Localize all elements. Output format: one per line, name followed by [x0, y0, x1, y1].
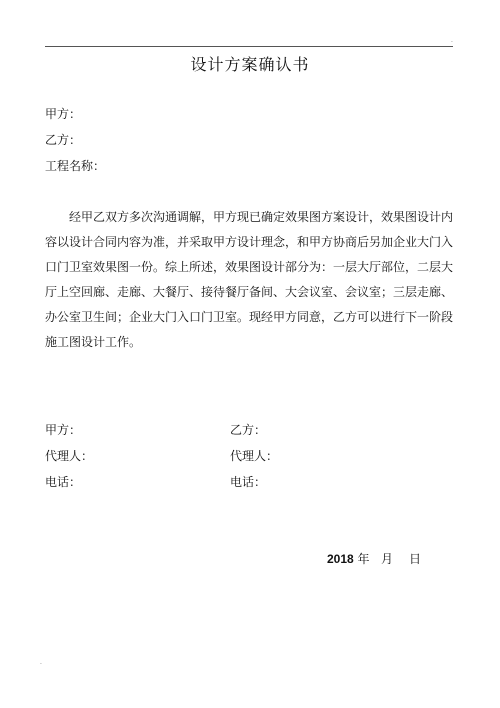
signature-phone-a: 电话： — [45, 475, 82, 489]
body-line: 施工图设计工作。 — [45, 335, 142, 349]
date-year-unit: 年 — [357, 552, 370, 566]
body-line: 口门卫室效果图一份。综上所述，效果图设计部分为：一层大厅部位，二层大 — [45, 260, 454, 274]
document-title: 设计方案确认书 — [190, 55, 310, 74]
signature-party-b: 乙方： — [230, 423, 267, 437]
signature-party-a: 甲方： — [45, 423, 82, 437]
project-name-label: 工程名称： — [45, 159, 106, 173]
body-line: 办公室卫生间；企业大门入口门卫室。现经甲方同意，乙方可以进行下一阶段 — [45, 310, 454, 324]
body-line: 容以设计合同内容为准，并采取甲方设计理念，和甲方协商后另加企业大门入 — [45, 235, 454, 249]
date-month-unit: 月 — [381, 552, 394, 566]
date-year-value: 2018 — [327, 552, 354, 566]
signature-agent-b: 代理人： — [230, 449, 279, 463]
body-paragraph — [45, 205, 455, 355]
header-rule — [45, 46, 453, 47]
signature-phone-b: 电话： — [230, 475, 267, 489]
date-day-unit: 日 — [409, 552, 422, 566]
signature-agent-a: 代理人： — [45, 449, 94, 463]
corner-mark-bottom: . — [40, 659, 42, 666]
party-b-label: 乙方： — [45, 133, 82, 147]
party-a-label: 甲方： — [45, 107, 82, 121]
body-line: 经甲乙双方多次沟通调解，甲方现已确定效果图方案设计，效果图设计内 — [69, 210, 454, 224]
date-year — [327, 550, 370, 567]
body-line: 厅上空回廊、走廊、大餐厅、接待餐厅备间、大会议室、会议室；三层走廊、 — [45, 285, 454, 299]
corner-mark-top: . — [451, 37, 453, 44]
